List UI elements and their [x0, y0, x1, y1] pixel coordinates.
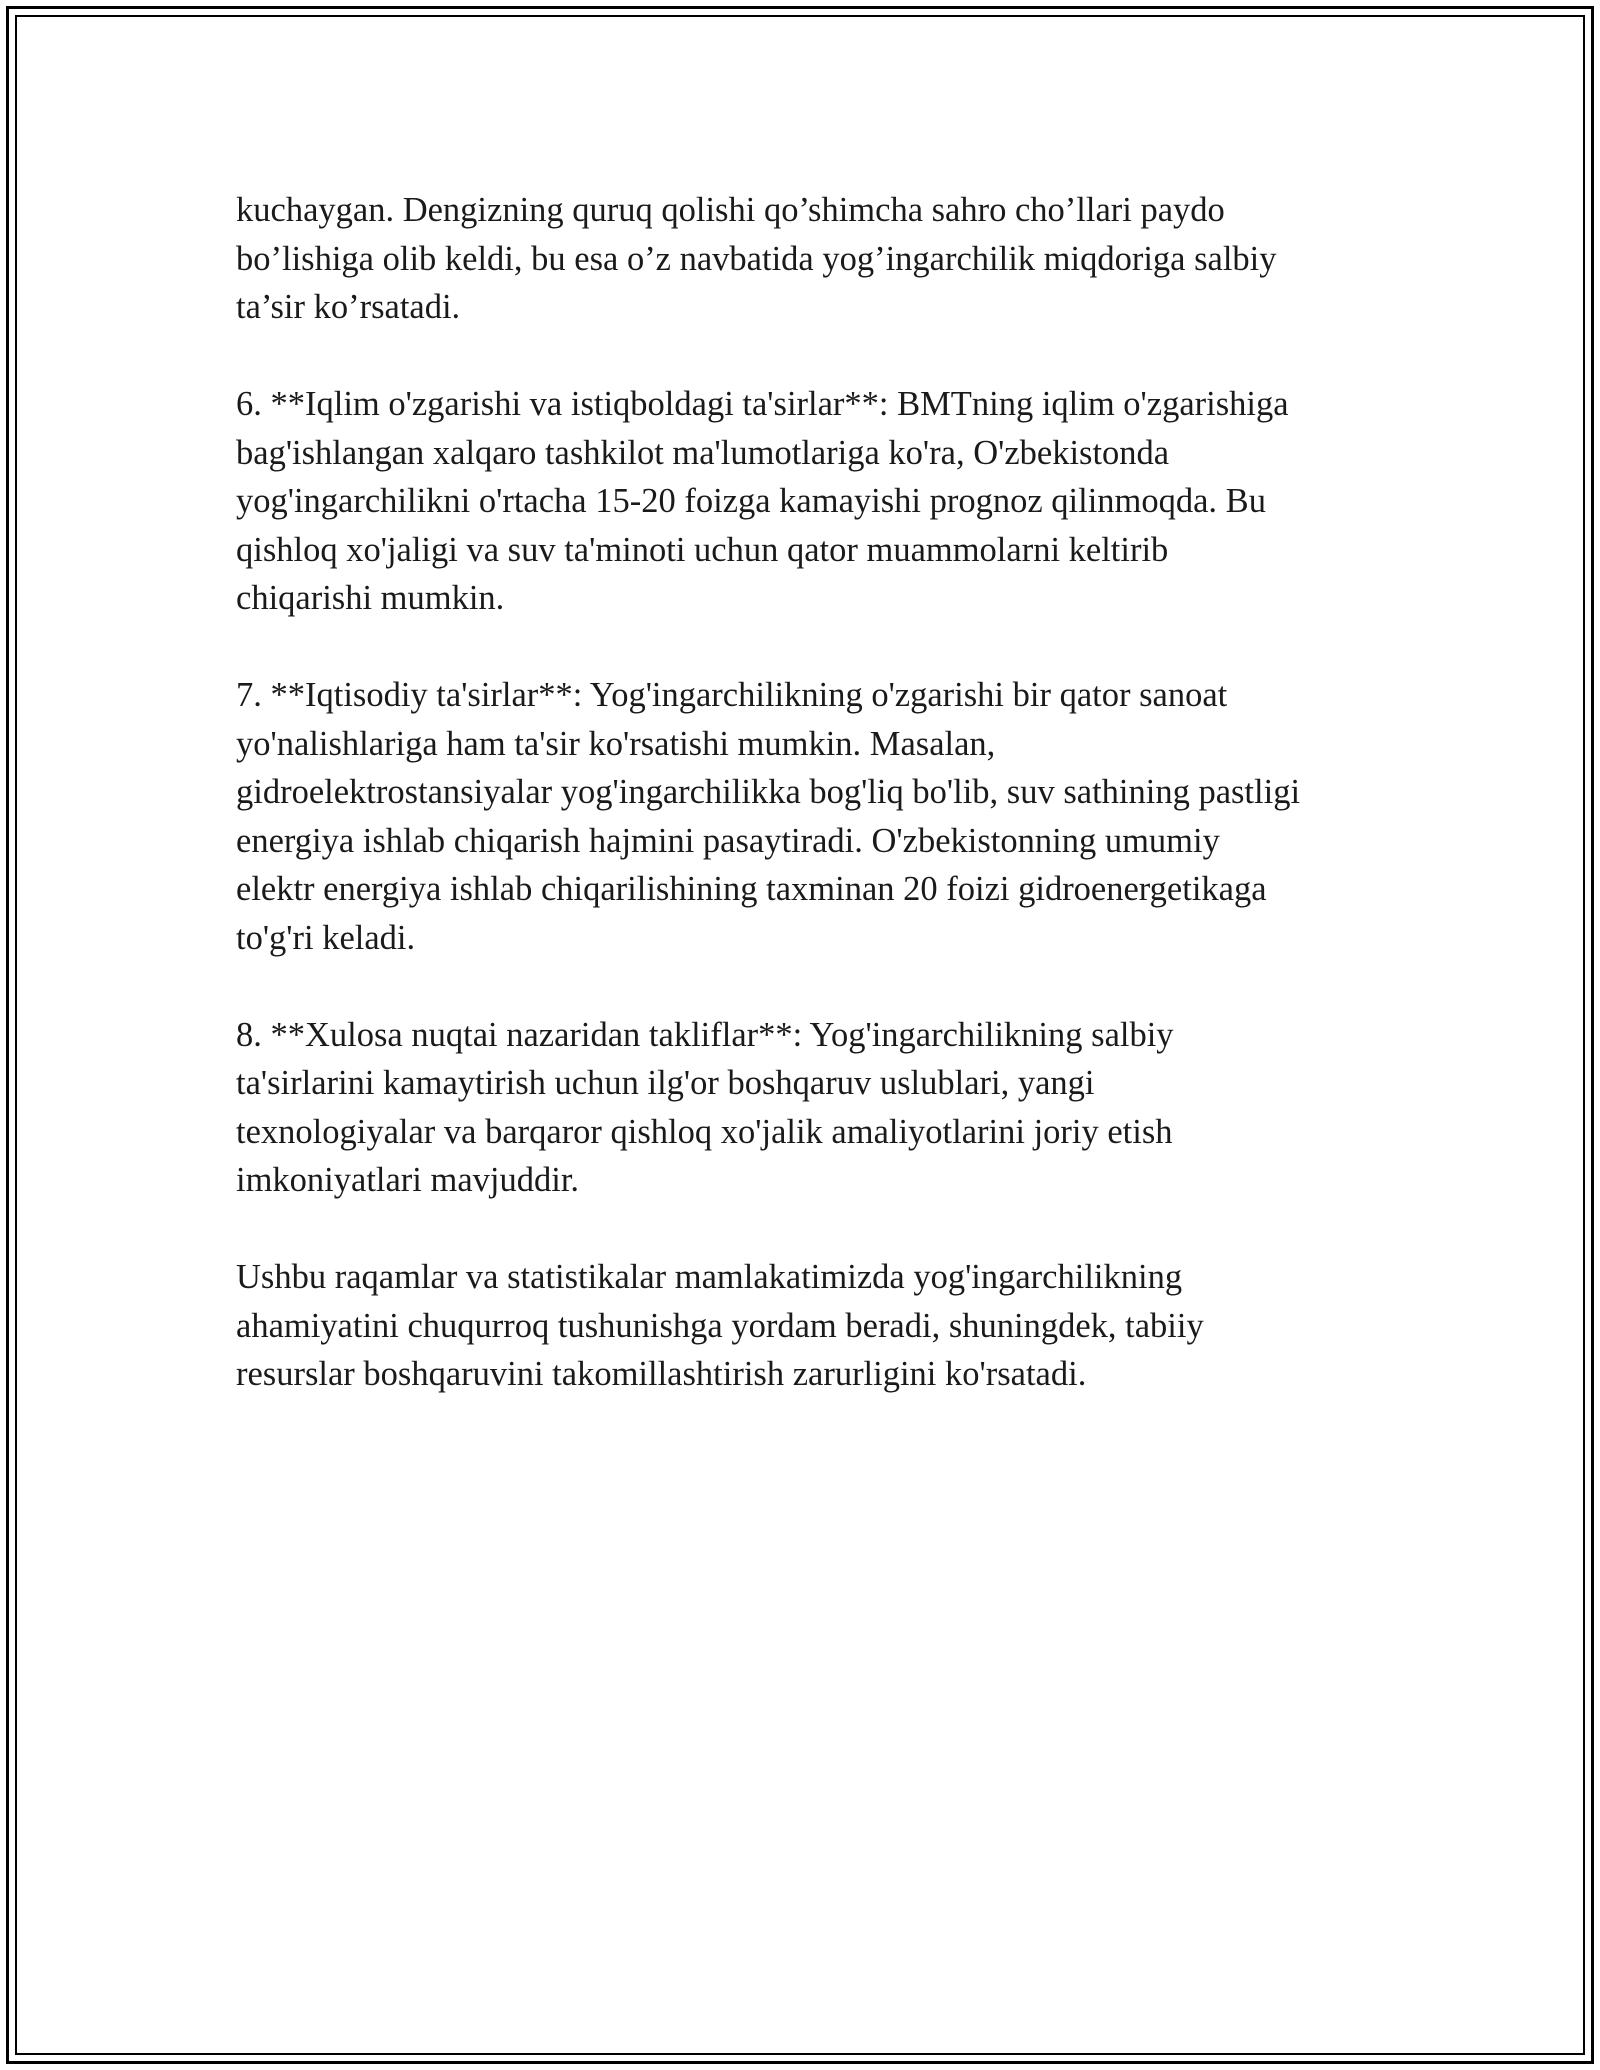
paragraph-conclusion: Ushbu raqamlar va statistikalar mamlakatimizda yog'ingarchilikning ahamiyatini chuqurroq tushunishga yordam beradi, shuningdek, tabiiy resurslar boshqaruvini takomillashtirish zarurligini ko'rsatadi.: [236, 1258, 1204, 1393]
paragraph-recommendations: 8. **Xulosa nuqtai nazaridan takliflar**: Yog'ingarchilikning salbiy ta'sirlarini kamaytirish uchun ilg'or boshqaruv uslublari, yangi texnologiyalar va barqaror qishloq xo'jalik amaliyotlarini joriy etish imkoniyatlari mavjuddir.: [236, 1015, 1174, 1199]
document-body: [236, 186, 1376, 1447]
paragraph-climate-change: 6. **Iqlim o'zgarishi va istiqboldagi ta'sirlar**: BMTning iqlim o'zgarishiga bag'ishlangan xalqaro tashkilot ma'lumotlariga ko'ra, O'zbekistonda yog'ingarchilikni o'rtacha 15-20 foizga kamayishi prognoz qilinmoqda. Bu qishloq xo'jaligi va suv ta'minoti uchun qator muammolarni keltirib chiqarishi mumkin.: [236, 385, 1289, 617]
paragraph-continuation: kuchaygan. Dengizning quruq qolishi qo’shimcha sahro cho’llari paydo bo’lishiga olib keldi, bu esa o’z navbatida yog’ingarchilik miqdoriga salbiy ta’sir ko’rsatadi.: [236, 191, 1277, 326]
paragraph-economic-effects: 7. **Iqtisodiy ta'sirlar**: Yog'ingarchilikning o'zgarishi bir qator sanoat yo'nalishlariga ham ta'sir ko'rsatishi mumkin. Masalan, gidroelektrostansiyalar yog'ingarchilikka bog'liq bo'lib, suv sathining pastligi energiya ishlab chiqarish hajmini pasaytiradi. O'zbekistonning umumiy elektr energiya ishlab chiqarilishining taxminan 20 foizi gidroenergetikaga to'g'ri keladi.: [236, 676, 1301, 957]
